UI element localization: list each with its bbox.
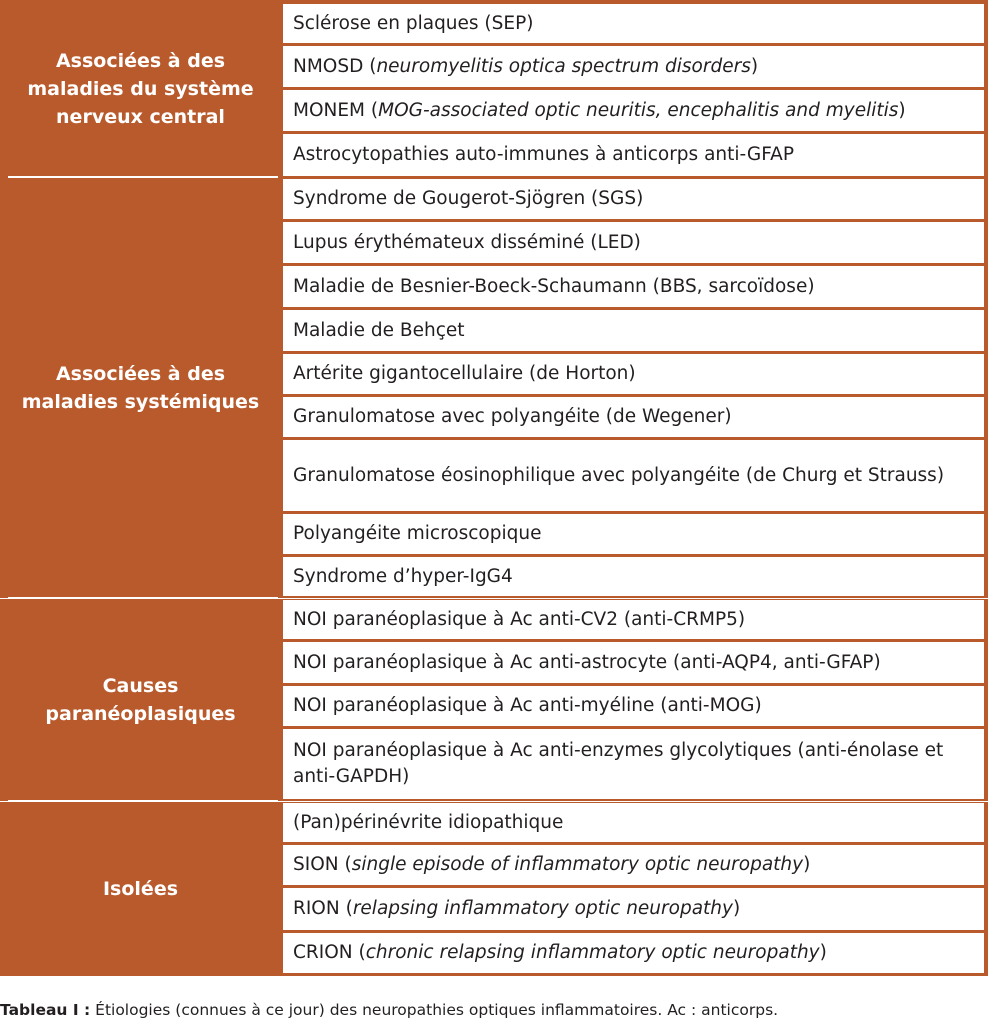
- table-row: [283, 888, 984, 930]
- row-text: Artérite gigantocellulaire (de Horton): [293, 363, 636, 384]
- group-header: [0, 0, 281, 178]
- row-text: Sclérose en plaques (SEP): [293, 12, 534, 34]
- row-text: NOI paranéoplasique à Ac anti-CV2 (anti-CRMP5): [293, 608, 746, 630]
- caption-label: Tableau I :: [0, 1001, 91, 1019]
- row-text: Maladie de Behçet: [293, 319, 465, 341]
- table-row: [283, 933, 984, 973]
- row-text-italic: MOG-associated optic neuritis, encephalitis and myelitis: [378, 99, 899, 121]
- table-row: [283, 134, 984, 176]
- table-group-snc: [0, 0, 988, 178]
- row-text-after: ): [819, 942, 827, 963]
- row-text: Lupus érythémateux disséminé (LED): [293, 231, 641, 253]
- row-text-after: ): [732, 898, 741, 919]
- group-rows: [281, 178, 988, 598]
- table-row: [283, 397, 984, 437]
- row-text-italic: single episode of inflammatory optic neuropathy: [351, 854, 804, 875]
- table-row: [283, 46, 984, 87]
- table-row: [283, 90, 984, 131]
- table-row: [283, 222, 984, 263]
- table-row: [283, 642, 984, 683]
- table-row: [283, 514, 984, 554]
- group-header: [0, 802, 281, 976]
- row-text: SION (: [293, 854, 352, 875]
- row-text-after: ): [803, 854, 811, 875]
- table-row: [283, 600, 984, 639]
- row-text: Granulomatose éosinophilique avec polyangéite (de Churg et Strauss): [293, 464, 945, 486]
- group-rows: [281, 599, 988, 801]
- row-text: NOI paranéoplasique à Ac anti-astrocyte (anti-AQP4, anti-GFAP): [293, 651, 881, 673]
- row-text: Polyangéite microscopique: [293, 523, 542, 544]
- row-text-after: ): [898, 99, 906, 121]
- row-text-italic: neuromyelitis optica spectrum disorders: [376, 55, 751, 77]
- row-text: Syndrome d’hyper-IgG4: [293, 565, 513, 587]
- row-text-after: ): [750, 55, 759, 77]
- table-row: [283, 440, 984, 511]
- table-group-isolees: [0, 802, 988, 976]
- row-text: NMOSD (: [293, 55, 377, 77]
- row-text: MONEM (: [293, 99, 379, 121]
- table-row: [283, 266, 984, 307]
- table-row: [283, 803, 984, 842]
- row-text-italic: relapsing inflammatory optic neuropathy: [352, 898, 733, 919]
- row-text: NOI paranéoplasique à Ac anti-myéline (anti-MOG): [293, 695, 762, 716]
- table-row: [283, 729, 984, 799]
- table-caption: [0, 1000, 988, 1020]
- group-label: Associées à des maladies systémiques: [21, 363, 260, 413]
- row-text: (Pan)périnévrite idiopathique: [293, 811, 564, 833]
- row-text: Maladie de Besnier-Boeck-Schaumann (BBS, sarcoïdose): [293, 275, 815, 297]
- row-text: Syndrome de Gougerot-Sjögren (SGS): [293, 188, 644, 209]
- table-row: [283, 845, 984, 885]
- row-text: NOI paranéoplasique à Ac anti-enzymes glycolytiques (anti-énolase et anti-GAPDH): [293, 740, 944, 787]
- group-rows: [281, 802, 988, 976]
- table-row: [283, 179, 984, 219]
- caption-text: Étiologies (connues à ce jour) des neuropathies optiques inflammatoires. Ac : anticorps.: [90, 1001, 779, 1019]
- row-text: RION (: [293, 898, 353, 919]
- group-label: Causes paranéoplasiques: [45, 675, 236, 725]
- row-text-italic: chronic relapsing inflammatory optic neuropathy: [365, 942, 820, 963]
- row-text: Astrocytopathies auto-immunes à anticorps anti-GFAP: [293, 144, 794, 165]
- table-row: [283, 557, 984, 596]
- group-label: Isolées: [102, 878, 179, 900]
- table-row: [283, 354, 984, 394]
- table-row: [283, 310, 984, 351]
- table-group-systemiques: [0, 178, 988, 598]
- group-label: Associées à des maladies du système nerveux central: [27, 50, 254, 128]
- row-text: CRION (: [293, 942, 366, 963]
- table-row: [283, 686, 984, 726]
- group-rows: [281, 0, 988, 178]
- group-header: [0, 599, 281, 801]
- table-row: [283, 4, 984, 43]
- table-group-paraneoplasiques: [0, 599, 988, 801]
- row-text: Granulomatose avec polyangéite (de Wegener): [293, 406, 732, 427]
- group-header: [0, 178, 281, 598]
